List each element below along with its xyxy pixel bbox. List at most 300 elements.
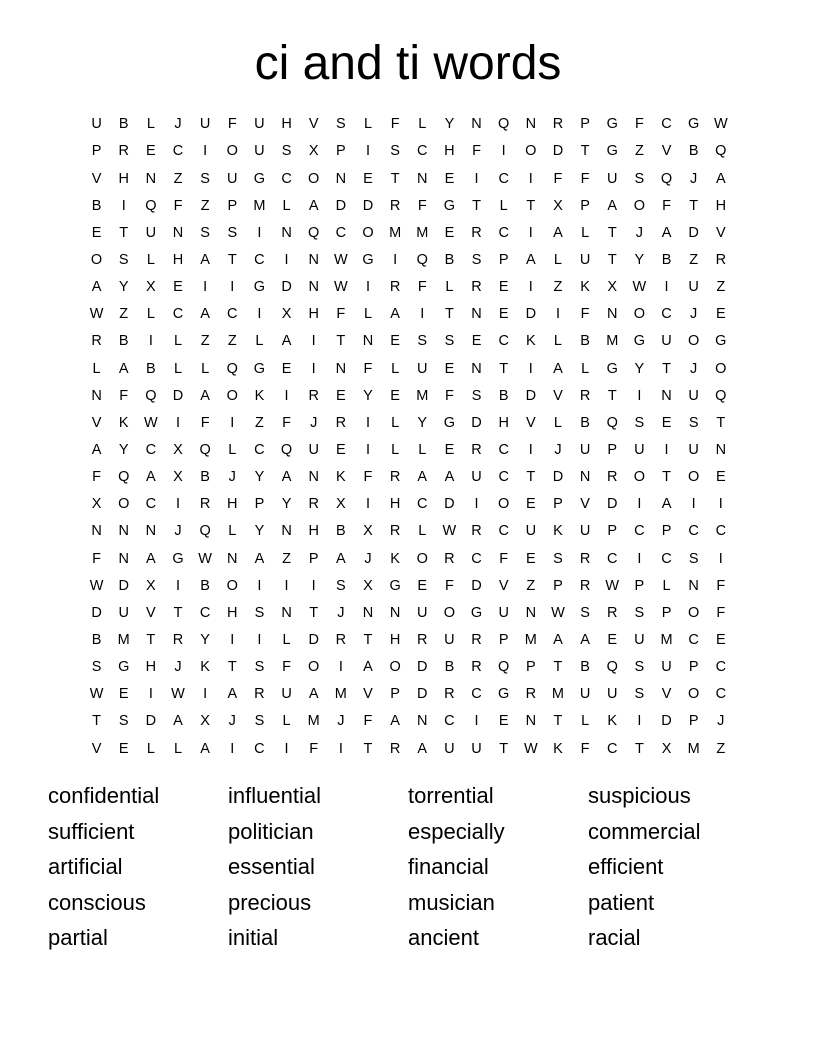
- grid-letter[interactable]: E: [118, 686, 129, 703]
- grid-letter[interactable]: A: [200, 252, 210, 269]
- grid-letter[interactable]: J: [337, 713, 345, 730]
- grid-letter[interactable]: H: [118, 170, 129, 187]
- grid-letter[interactable]: O: [118, 496, 130, 513]
- grid-letter[interactable]: N: [607, 306, 618, 323]
- grid-letter[interactable]: U: [254, 116, 265, 133]
- grid-letter[interactable]: Y: [118, 279, 129, 296]
- grid-letter[interactable]: K: [607, 713, 618, 730]
- grid-letter[interactable]: Z: [716, 740, 726, 757]
- grid-letter[interactable]: P: [553, 496, 563, 513]
- grid-letter[interactable]: T: [444, 306, 454, 323]
- grid-letter[interactable]: W: [89, 577, 104, 594]
- grid-letter[interactable]: P: [607, 523, 618, 540]
- grid-letter[interactable]: K: [336, 469, 346, 486]
- grid-letter[interactable]: S: [390, 143, 400, 160]
- grid-letter[interactable]: I: [365, 279, 370, 296]
- grid-letter[interactable]: L: [445, 279, 454, 296]
- grid-letter[interactable]: P: [607, 442, 618, 458]
- grid-letter[interactable]: G: [498, 686, 510, 703]
- grid-letter[interactable]: I: [555, 306, 560, 323]
- grid-letter[interactable]: F: [553, 170, 563, 187]
- grid-letter[interactable]: C: [715, 686, 727, 703]
- grid-letter[interactable]: I: [338, 659, 343, 676]
- grid-letter[interactable]: U: [579, 252, 591, 269]
- grid-letter[interactable]: C: [498, 333, 509, 350]
- grid-letter[interactable]: X: [146, 577, 156, 594]
- grid-letter[interactable]: U: [444, 631, 455, 648]
- grid-letter[interactable]: W: [523, 740, 538, 757]
- grid-letter[interactable]: R: [471, 659, 482, 676]
- grid-letter[interactable]: I: [175, 496, 180, 513]
- grid-letter[interactable]: G: [172, 550, 184, 567]
- grid-letter[interactable]: O: [308, 659, 320, 676]
- grid-letter[interactable]: N: [118, 550, 129, 567]
- grid-letter[interactable]: Q: [498, 116, 510, 133]
- grid-letter[interactable]: V: [553, 387, 563, 404]
- grid-letter[interactable]: I: [148, 686, 153, 703]
- grid-letter[interactable]: W: [89, 686, 104, 703]
- grid-letter[interactable]: G: [253, 279, 266, 296]
- grid-letter[interactable]: O: [443, 604, 456, 621]
- grid-letter[interactable]: I: [664, 442, 669, 458]
- grid-letter[interactable]: L: [499, 197, 508, 214]
- grid-letter[interactable]: X: [661, 740, 672, 757]
- grid-letter[interactable]: N: [525, 713, 537, 730]
- grid-letter[interactable]: R: [444, 550, 455, 567]
- grid-letter[interactable]: L: [391, 360, 400, 377]
- grid-letter[interactable]: J: [554, 442, 562, 458]
- grid-letter[interactable]: W: [144, 414, 158, 431]
- grid-letter[interactable]: I: [718, 496, 723, 513]
- grid-letter[interactable]: C: [688, 631, 699, 648]
- grid-letter[interactable]: Y: [634, 360, 645, 377]
- grid-letter[interactable]: A: [308, 686, 319, 703]
- grid-letter[interactable]: W: [551, 604, 565, 621]
- grid-letter[interactable]: T: [662, 360, 671, 377]
- grid-letter[interactable]: I: [311, 577, 316, 594]
- grid-letter[interactable]: R: [471, 224, 482, 241]
- grid-letter[interactable]: M: [687, 740, 700, 757]
- grid-letter[interactable]: T: [499, 740, 509, 757]
- grid-letter[interactable]: X: [607, 279, 618, 296]
- grid-letter[interactable]: R: [715, 252, 727, 269]
- grid-letter[interactable]: I: [528, 360, 533, 377]
- grid-letter[interactable]: R: [471, 523, 482, 540]
- grid-letter[interactable]: C: [688, 523, 699, 540]
- grid-letter[interactable]: F: [417, 197, 427, 214]
- grid-letter[interactable]: S: [254, 659, 265, 676]
- grid-letter[interactable]: V: [661, 686, 672, 703]
- grid-letter[interactable]: F: [716, 604, 726, 621]
- grid-letter[interactable]: R: [444, 686, 455, 703]
- grid-letter[interactable]: Z: [254, 414, 264, 431]
- grid-letter[interactable]: K: [553, 740, 563, 757]
- grid-letter[interactable]: P: [553, 577, 563, 594]
- grid-letter[interactable]: I: [474, 170, 479, 187]
- grid-letter[interactable]: I: [203, 143, 208, 160]
- grid-letter[interactable]: T: [553, 713, 563, 730]
- grid-letter[interactable]: Y: [254, 469, 265, 486]
- grid-letter[interactable]: B: [146, 360, 156, 377]
- grid-letter[interactable]: P: [688, 713, 699, 730]
- grid-letter[interactable]: S: [634, 686, 645, 703]
- grid-letter[interactable]: B: [336, 523, 346, 540]
- grid-letter[interactable]: C: [498, 170, 509, 187]
- grid-letter[interactable]: F: [662, 197, 671, 214]
- grid-letter[interactable]: C: [715, 523, 727, 540]
- grid-letter[interactable]: P: [336, 143, 346, 160]
- grid-letter[interactable]: N: [389, 604, 401, 621]
- grid-letter[interactable]: E: [607, 631, 618, 648]
- grid-letter[interactable]: N: [715, 442, 727, 458]
- grid-letter[interactable]: T: [526, 197, 536, 214]
- grid-letter[interactable]: L: [146, 252, 155, 269]
- grid-letter[interactable]: I: [257, 577, 262, 594]
- grid-letter[interactable]: S: [634, 414, 645, 431]
- grid-letter[interactable]: I: [365, 143, 370, 160]
- grid-letter[interactable]: F: [173, 197, 183, 214]
- grid-letter[interactable]: F: [417, 279, 427, 296]
- grid-letter[interactable]: A: [281, 469, 292, 486]
- grid-letter[interactable]: R: [389, 279, 401, 296]
- grid-letter[interactable]: B: [91, 197, 102, 214]
- grid-letter[interactable]: R: [417, 631, 428, 648]
- grid-letter[interactable]: N: [281, 224, 292, 241]
- grid-letter[interactable]: V: [661, 143, 672, 160]
- grid-letter[interactable]: S: [471, 252, 482, 269]
- grid-letter[interactable]: V: [498, 577, 509, 594]
- grid-letter[interactable]: O: [525, 143, 537, 160]
- grid-letter[interactable]: C: [661, 550, 672, 567]
- grid-letter[interactable]: K: [553, 523, 563, 540]
- grid-letter[interactable]: D: [525, 306, 537, 323]
- grid-letter[interactable]: U: [417, 360, 428, 377]
- grid-letter[interactable]: X: [173, 442, 183, 458]
- grid-letter[interactable]: P: [308, 550, 319, 567]
- grid-letter[interactable]: O: [389, 659, 401, 676]
- grid-letter[interactable]: Z: [200, 197, 210, 214]
- grid-letter[interactable]: O: [688, 333, 700, 350]
- grid-letter[interactable]: L: [363, 116, 373, 133]
- grid-letter[interactable]: C: [281, 170, 292, 187]
- grid-letter[interactable]: N: [308, 252, 319, 269]
- grid-letter[interactable]: J: [228, 469, 236, 486]
- grid-letter[interactable]: B: [444, 252, 455, 269]
- grid-letter[interactable]: E: [715, 306, 726, 323]
- grid-letter[interactable]: L: [553, 333, 562, 350]
- grid-letter[interactable]: G: [118, 659, 130, 676]
- grid-letter[interactable]: Z: [282, 550, 291, 567]
- grid-letter[interactable]: U: [227, 170, 238, 187]
- grid-letter[interactable]: F: [580, 306, 590, 323]
- grid-letter[interactable]: I: [637, 550, 642, 567]
- grid-letter[interactable]: Y: [417, 414, 428, 431]
- grid-letter[interactable]: I: [284, 387, 289, 404]
- grid-letter[interactable]: U: [91, 116, 102, 133]
- grid-letter[interactable]: H: [172, 252, 184, 269]
- grid-letter[interactable]: S: [200, 224, 210, 241]
- grid-letter[interactable]: I: [311, 360, 316, 377]
- grid-letter[interactable]: E: [471, 333, 482, 350]
- grid-letter[interactable]: Q: [606, 414, 618, 431]
- grid-letter[interactable]: R: [389, 740, 401, 757]
- grid-letter[interactable]: K: [118, 414, 129, 431]
- grid-letter[interactable]: N: [227, 550, 238, 567]
- grid-letter[interactable]: H: [498, 414, 509, 431]
- grid-letter[interactable]: N: [688, 577, 699, 594]
- grid-letter[interactable]: T: [607, 387, 617, 404]
- grid-letter[interactable]: Y: [634, 252, 645, 269]
- grid-letter[interactable]: A: [200, 740, 210, 757]
- grid-letter[interactable]: O: [362, 224, 374, 241]
- grid-letter[interactable]: I: [311, 333, 316, 350]
- grid-letter[interactable]: E: [173, 279, 183, 296]
- grid-letter[interactable]: U: [444, 740, 455, 757]
- grid-letter[interactable]: A: [390, 306, 400, 323]
- grid-letter[interactable]: C: [607, 550, 618, 567]
- grid-letter[interactable]: B: [580, 414, 590, 431]
- grid-letter[interactable]: Q: [660, 170, 673, 187]
- grid-letter[interactable]: T: [526, 469, 536, 486]
- grid-letter[interactable]: S: [336, 577, 346, 594]
- grid-letter[interactable]: B: [200, 577, 210, 594]
- grid-letter[interactable]: S: [580, 604, 590, 621]
- grid-letter[interactable]: R: [254, 686, 265, 703]
- grid-letter[interactable]: R: [607, 469, 618, 486]
- grid-letter[interactable]: P: [661, 523, 672, 540]
- grid-letter[interactable]: A: [417, 740, 428, 757]
- grid-letter[interactable]: I: [365, 442, 370, 458]
- grid-letter[interactable]: U: [634, 442, 645, 458]
- grid-letter[interactable]: L: [92, 360, 101, 377]
- grid-letter[interactable]: E: [118, 740, 129, 757]
- grid-letter[interactable]: U: [661, 659, 672, 676]
- grid-letter[interactable]: S: [281, 143, 292, 160]
- grid-letter[interactable]: A: [715, 170, 726, 187]
- grid-letter[interactable]: L: [418, 442, 427, 458]
- grid-letter[interactable]: S: [634, 659, 645, 676]
- grid-letter[interactable]: K: [390, 550, 400, 567]
- grid-letter[interactable]: T: [634, 740, 644, 757]
- grid-letter[interactable]: J: [337, 604, 345, 621]
- grid-letter[interactable]: Y: [281, 496, 292, 513]
- grid-letter[interactable]: L: [418, 116, 427, 133]
- grid-letter[interactable]: N: [525, 604, 537, 621]
- grid-letter[interactable]: A: [661, 224, 672, 241]
- grid-letter[interactable]: M: [253, 197, 266, 214]
- grid-letter[interactable]: D: [335, 197, 347, 214]
- grid-letter[interactable]: I: [230, 631, 235, 648]
- grid-letter[interactable]: T: [146, 631, 156, 648]
- grid-letter[interactable]: E: [444, 224, 455, 241]
- grid-letter[interactable]: H: [145, 659, 157, 676]
- grid-letter[interactable]: F: [363, 360, 373, 377]
- grid-letter[interactable]: A: [200, 306, 210, 323]
- grid-letter[interactable]: X: [363, 523, 373, 540]
- grid-letter[interactable]: M: [606, 333, 619, 350]
- grid-letter[interactable]: F: [444, 577, 454, 594]
- grid-letter[interactable]: O: [633, 197, 646, 214]
- grid-letter[interactable]: X: [173, 469, 183, 486]
- grid-letter[interactable]: I: [718, 550, 723, 567]
- grid-letter[interactable]: N: [91, 523, 102, 540]
- grid-letter[interactable]: G: [253, 360, 266, 377]
- grid-letter[interactable]: T: [227, 659, 237, 676]
- grid-letter[interactable]: D: [91, 604, 102, 621]
- grid-letter[interactable]: N: [145, 523, 157, 540]
- grid-letter[interactable]: Y: [444, 116, 455, 133]
- grid-letter[interactable]: Q: [199, 442, 211, 458]
- grid-letter[interactable]: F: [200, 414, 210, 431]
- grid-letter[interactable]: S: [417, 333, 428, 350]
- grid-letter[interactable]: I: [175, 577, 180, 594]
- grid-letter[interactable]: L: [173, 740, 183, 757]
- grid-letter[interactable]: N: [145, 170, 157, 187]
- grid-letter[interactable]: I: [257, 306, 262, 323]
- grid-letter[interactable]: O: [633, 469, 646, 486]
- grid-letter[interactable]: F: [363, 713, 373, 730]
- grid-letter[interactable]: U: [579, 686, 591, 703]
- grid-letter[interactable]: A: [254, 550, 265, 567]
- grid-letter[interactable]: U: [661, 333, 672, 350]
- grid-letter[interactable]: I: [528, 442, 533, 458]
- grid-letter[interactable]: R: [579, 387, 591, 404]
- grid-letter[interactable]: C: [199, 604, 211, 621]
- grid-letter[interactable]: D: [417, 686, 428, 703]
- grid-letter[interactable]: Z: [227, 333, 237, 350]
- grid-letter[interactable]: W: [713, 116, 728, 133]
- grid-letter[interactable]: I: [474, 713, 479, 730]
- grid-letter[interactable]: J: [174, 116, 182, 133]
- grid-letter[interactable]: N: [362, 333, 374, 350]
- grid-letter[interactable]: B: [661, 252, 672, 269]
- grid-letter[interactable]: S: [91, 659, 102, 676]
- grid-letter[interactable]: L: [146, 740, 155, 757]
- grid-letter[interactable]: B: [118, 116, 129, 133]
- grid-letter[interactable]: O: [498, 496, 510, 513]
- grid-letter[interactable]: V: [91, 740, 102, 757]
- grid-letter[interactable]: O: [90, 252, 103, 269]
- grid-letter[interactable]: I: [528, 170, 533, 187]
- grid-letter[interactable]: N: [91, 387, 102, 404]
- grid-letter[interactable]: E: [390, 333, 400, 350]
- grid-letter[interactable]: I: [284, 740, 289, 757]
- grid-letter[interactable]: L: [282, 631, 291, 648]
- grid-letter[interactable]: G: [389, 577, 401, 594]
- grid-letter[interactable]: F: [390, 116, 400, 133]
- grid-letter[interactable]: D: [471, 577, 482, 594]
- grid-letter[interactable]: C: [607, 740, 618, 757]
- grid-letter[interactable]: J: [228, 713, 236, 730]
- grid-letter[interactable]: I: [284, 252, 289, 269]
- grid-letter[interactable]: N: [172, 224, 184, 241]
- grid-letter[interactable]: V: [91, 170, 102, 187]
- grid-letter[interactable]: N: [661, 387, 672, 404]
- grid-letter[interactable]: N: [525, 116, 537, 133]
- grid-letter[interactable]: M: [117, 631, 130, 648]
- grid-letter[interactable]: R: [607, 604, 618, 621]
- grid-letter[interactable]: U: [607, 170, 618, 187]
- grid-letter[interactable]: E: [661, 414, 672, 431]
- grid-letter[interactable]: E: [363, 170, 373, 187]
- grid-letter[interactable]: T: [173, 604, 183, 621]
- grid-letter[interactable]: S: [254, 713, 265, 730]
- grid-letter[interactable]: U: [145, 224, 157, 241]
- grid-letter[interactable]: T: [119, 224, 129, 241]
- grid-letter[interactable]: A: [227, 686, 238, 703]
- grid-letter[interactable]: K: [525, 333, 536, 350]
- grid-letter[interactable]: Q: [498, 659, 510, 676]
- grid-letter[interactable]: X: [91, 496, 102, 513]
- grid-letter[interactable]: B: [688, 143, 699, 160]
- grid-letter[interactable]: L: [581, 360, 590, 377]
- grid-letter[interactable]: P: [580, 116, 590, 133]
- grid-letter[interactable]: S: [634, 170, 645, 187]
- grid-letter[interactable]: L: [581, 224, 590, 241]
- grid-letter[interactable]: Q: [715, 143, 727, 160]
- grid-letter[interactable]: T: [363, 631, 373, 648]
- grid-letter[interactable]: X: [553, 197, 563, 214]
- grid-letter[interactable]: T: [390, 170, 400, 187]
- grid-letter[interactable]: T: [689, 197, 699, 214]
- grid-letter[interactable]: T: [607, 252, 617, 269]
- grid-letter[interactable]: D: [607, 496, 618, 513]
- grid-letter[interactable]: Z: [553, 279, 563, 296]
- grid-letter[interactable]: C: [145, 442, 157, 458]
- grid-letter[interactable]: Y: [254, 523, 265, 540]
- grid-letter[interactable]: I: [474, 496, 479, 513]
- grid-letter[interactable]: G: [470, 604, 483, 621]
- grid-letter[interactable]: P: [498, 252, 509, 269]
- grid-letter[interactable]: I: [257, 224, 262, 241]
- grid-letter[interactable]: L: [418, 523, 427, 540]
- grid-letter[interactable]: V: [146, 604, 156, 621]
- grid-letter[interactable]: A: [661, 496, 672, 513]
- grid-letter[interactable]: N: [335, 360, 347, 377]
- grid-letter[interactable]: I: [230, 279, 235, 296]
- grid-letter[interactable]: H: [227, 496, 238, 513]
- grid-letter[interactable]: Y: [200, 631, 210, 648]
- grid-letter[interactable]: A: [91, 442, 102, 458]
- grid-letter[interactable]: I: [148, 333, 153, 350]
- grid-letter[interactable]: M: [551, 686, 564, 703]
- grid-letter[interactable]: C: [471, 686, 482, 703]
- grid-letter[interactable]: L: [173, 360, 183, 377]
- grid-letter[interactable]: E: [444, 360, 455, 377]
- grid-letter[interactable]: M: [416, 387, 429, 404]
- grid-letter[interactable]: C: [335, 224, 347, 241]
- grid-letter[interactable]: R: [91, 333, 102, 350]
- grid-letter[interactable]: S: [118, 713, 129, 730]
- grid-letter[interactable]: T: [662, 469, 671, 486]
- grid-letter[interactable]: P: [227, 197, 238, 214]
- grid-letter[interactable]: W: [171, 686, 185, 703]
- grid-letter[interactable]: I: [175, 414, 180, 431]
- grid-letter[interactable]: X: [200, 713, 210, 730]
- grid-letter[interactable]: E: [281, 360, 292, 377]
- grid-letter[interactable]: F: [282, 414, 291, 431]
- grid-letter[interactable]: L: [146, 306, 155, 323]
- grid-letter[interactable]: P: [688, 659, 699, 676]
- grid-letter[interactable]: Z: [689, 252, 699, 269]
- grid-letter[interactable]: U: [579, 523, 591, 540]
- grid-letter[interactable]: P: [634, 577, 645, 594]
- grid-letter[interactable]: V: [525, 414, 536, 431]
- grid-letter[interactable]: A: [118, 360, 129, 377]
- grid-letter[interactable]: A: [417, 469, 428, 486]
- grid-letter[interactable]: I: [203, 686, 208, 703]
- grid-letter[interactable]: Z: [119, 306, 129, 323]
